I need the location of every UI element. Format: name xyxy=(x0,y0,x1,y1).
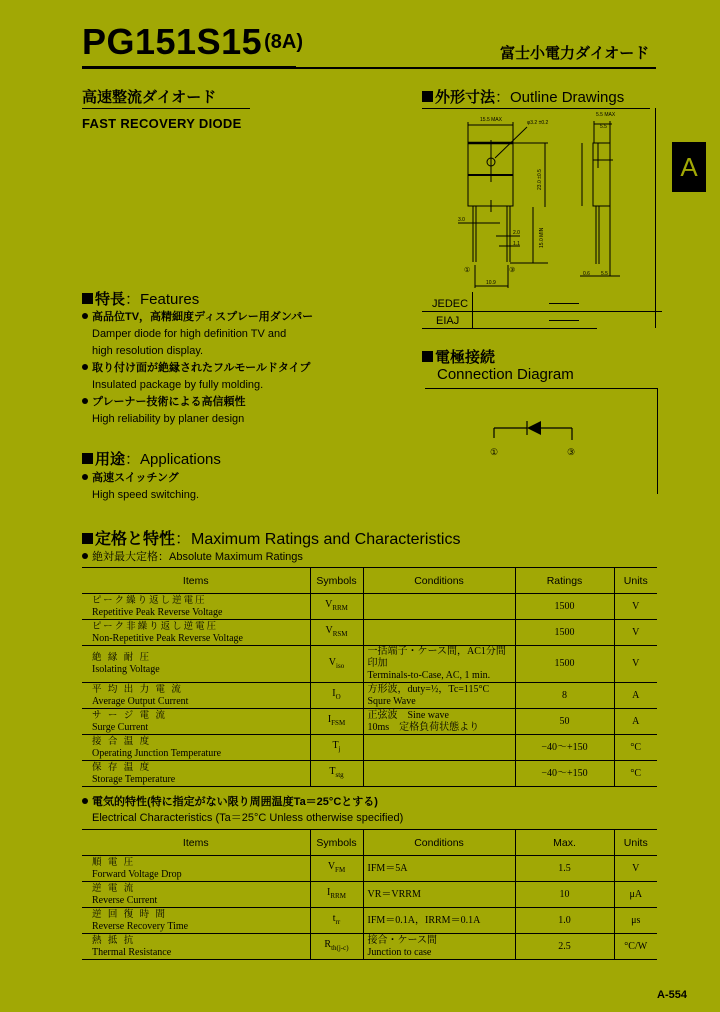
svg-text:2.0: 2.0 xyxy=(513,230,520,236)
current-rating: (8A) xyxy=(264,31,304,53)
table-row: 接 合 温 度 Operating Junction Temperature $T_j$ −40～+150 °C xyxy=(82,735,657,761)
svg-text:5.5: 5.5 xyxy=(600,124,607,130)
elec-title-jp: 電気的特性(特に指定がない限り周囲温度Ta＝25°Cとする) xyxy=(82,793,378,809)
bullet-icon xyxy=(82,364,88,370)
square-bullet-icon xyxy=(82,533,93,544)
connection-title-en: Connection Diagram xyxy=(437,366,574,383)
svg-text:1.1: 1.1 xyxy=(513,241,520,247)
svg-text:0.6: 0.6 xyxy=(583,271,590,277)
page-number: A-554 xyxy=(657,989,687,1001)
svg-text:5.5: 5.5 xyxy=(601,271,608,277)
table-row: 逆 電 流 Reverse Current $I_{RRM}$ VR＝VRRM 10 μA xyxy=(82,882,657,908)
svg-text:15.0 MIN: 15.0 MIN xyxy=(539,227,545,248)
svg-text:15.5 MAX: 15.5 MAX xyxy=(480,117,502,123)
eiaj-rule xyxy=(422,328,597,329)
jedec-value xyxy=(549,303,579,304)
features-heading: 特長：Features xyxy=(82,288,199,309)
table-row: 平 均 出 力 電 流 Average Output Current $I_O$ 方形波，duty=½，Tc=115°C Squre Wave 8 A xyxy=(82,683,657,709)
bullet-icon xyxy=(82,553,88,559)
square-bullet-icon xyxy=(82,453,93,464)
outline-drawing xyxy=(420,100,660,330)
table-header: Items Symbols Conditions Ratings Units xyxy=(82,568,657,594)
absolute-max-ratings-table xyxy=(82,567,657,787)
feature-item: 取り付け面が絶縁されたフルモールドタイプ xyxy=(82,360,313,377)
jedec-label: JEDEC xyxy=(432,298,469,310)
part-number-title xyxy=(82,20,303,64)
svg-text:①: ① xyxy=(464,267,471,274)
table-row: 絶 縁 耐 圧 Isolating Voltage $V_{iso}$ 一括端子・ケース間，AC1分間印加 Terminals-to-Case, AC, 1 min. 1500 V xyxy=(82,646,657,683)
part-number: PG151S15 xyxy=(82,21,263,62)
connection-heading: 電極接続 xyxy=(422,346,495,367)
svg-text:①: ① xyxy=(490,447,499,457)
bullet-icon xyxy=(82,313,88,319)
jedec-rule xyxy=(422,311,662,312)
table-row: ピーク非繰り返し逆電圧 Non-Repetitive Peak Reverse Voltage $V_{RSM}$ 1500 V xyxy=(82,620,657,646)
svg-text:23.0 ±0.5: 23.0 ±0.5 xyxy=(537,169,543,190)
table-row: 順 電 圧 Forward Voltage Drop $V_{FM}$ IFM＝5A 1.5 V xyxy=(82,856,657,882)
ratings-heading: 定格と特性：Maximum Ratings and Characteristics xyxy=(82,526,460,549)
svg-text:φ3.2 ±0.2: φ3.2 ±0.2 xyxy=(527,120,549,126)
device-type-en: FAST RECOVERY DIODE xyxy=(82,116,242,131)
features-list: 高品位TV，高精細度ディスプレー用ダンパー Damper diode for high definition TV and high resolution display. 取り付け面が絶縁されたフルモールドタイプ Insulated package by fully molding. プレーナー技術による高信頼性 High reliability by planer design xyxy=(82,309,313,428)
electrical-characteristics-table xyxy=(82,829,657,960)
elec-title-en: Electrical Characteristics (Ta＝25°C Unless otherwise specified) xyxy=(92,812,404,824)
bullet-icon xyxy=(82,798,88,804)
applications-heading: 用途：Applications xyxy=(82,448,221,469)
section-tab-a: A xyxy=(672,142,706,192)
table-row: ピーク繰り返し逆電圧 Repetitive Peak Reverse Voltage $V_{RRM}$ 1500 V xyxy=(82,594,657,620)
eiaj-value xyxy=(549,320,579,321)
square-bullet-icon xyxy=(422,351,433,362)
svg-text:3.0: 3.0 xyxy=(458,217,465,223)
title-rule-right xyxy=(296,67,656,69)
table-row: 保 存 温 度 Storage Temperature $T_{stg}$ −40～+150 °C xyxy=(82,761,657,787)
svg-text:③: ③ xyxy=(509,267,516,274)
abs-max-title: 絶対最大定格：Absolute Maximum Ratings xyxy=(82,548,303,564)
bullet-icon xyxy=(82,398,88,404)
subtitle-rule xyxy=(82,108,250,109)
feature-item: プレーナー技術による高信頼性 xyxy=(82,394,313,411)
eiaj-label: EIAJ xyxy=(436,315,460,327)
title-rule xyxy=(82,66,296,69)
svg-text:③: ③ xyxy=(567,447,576,457)
standards-divider xyxy=(472,292,473,328)
feature-item: 高品位TV，高精細度ディスプレー用ダンパー xyxy=(82,309,313,326)
device-type-jp: 高速整流ダイオード xyxy=(82,89,217,106)
applications-list: 高速スイッチング High speed switching. xyxy=(82,470,199,504)
outline-heading: 外形寸法：Outline Drawings xyxy=(422,86,624,107)
diode-symbol-icon xyxy=(485,418,585,462)
svg-text:10.9: 10.9 xyxy=(486,280,496,286)
table-row: サ ー ジ 電 流 Surge Current $I_{FSM}$ 正弦波 Sine wave 10ms 定格負荷状態より 50 A xyxy=(82,709,657,735)
table-row: 逆 回 復 時 間 Reverse Recovery Time $t_{rr}$ IFM＝0.1A，IRRM＝0.1A 1.0 μs xyxy=(82,908,657,934)
table-header: Items Symbols Conditions Max. Units xyxy=(82,830,657,856)
table-row: 熱 抵 抗 Thermal Resistance $R_{th(j-c)}$ 接合・ケース間 Junction to case 2.5 °C/W xyxy=(82,934,657,960)
square-bullet-icon xyxy=(82,293,93,304)
brand-line: 富士小電力ダイオード xyxy=(500,45,650,62)
svg-text:5.5 MAX: 5.5 MAX xyxy=(596,112,616,118)
bullet-icon xyxy=(82,474,88,480)
application-item: 高速スイッチング xyxy=(82,470,199,487)
